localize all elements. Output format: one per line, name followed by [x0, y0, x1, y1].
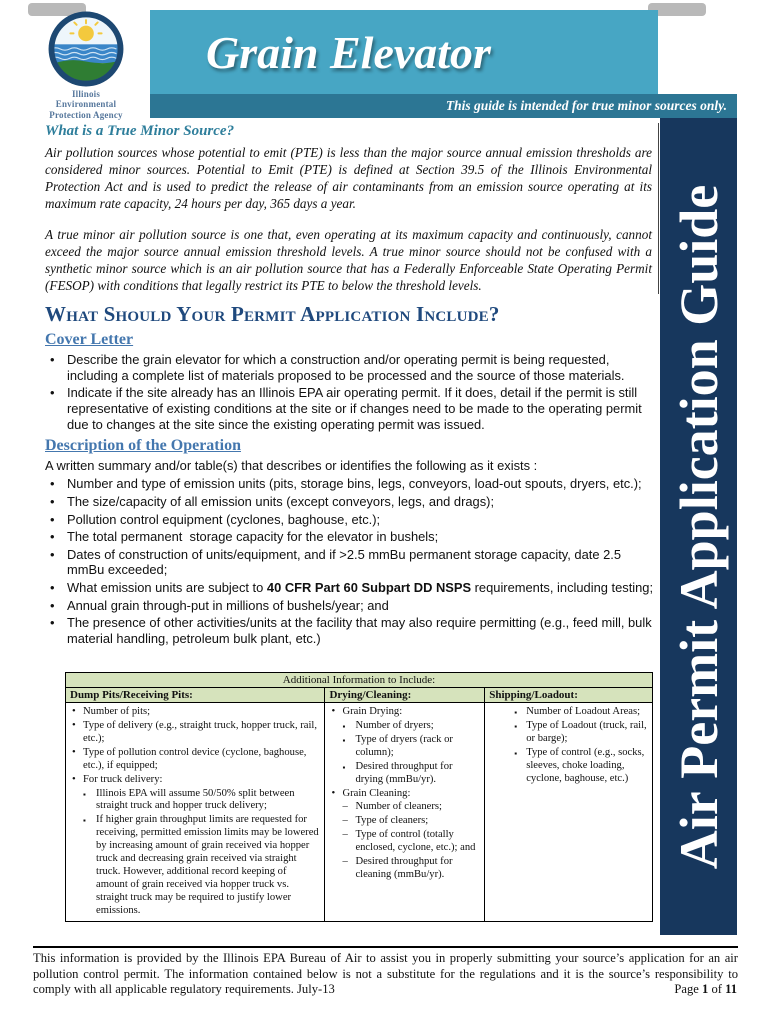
column-header-shipping-loadout: Shipping/Loadout:: [485, 688, 653, 703]
iepa-logo: [42, 10, 130, 120]
header-banner: [150, 10, 658, 94]
list-item: – Desired throughput for cleaning (mmBu/yr).: [342, 856, 480, 882]
list-item: • The presence of other activities/units at the facility that may also require permitting (e.g., feed mill, bulk material handling, petroleum bulk plant, etc.): [45, 615, 659, 646]
vertical-banner-title: Air Permit Application Guide: [668, 184, 729, 869]
list-item: • Grain Cleaning:: [329, 788, 480, 801]
list-item: – Number of cleaners;: [342, 801, 480, 814]
list-item: • Type of delivery (e.g., straight truck, hopper truck, rail, etc.);: [70, 720, 320, 746]
list-item: ▪ Number of Loadout Areas;: [513, 706, 648, 719]
page-number: 1: [702, 982, 709, 997]
iepa-seal-icon: [47, 10, 125, 88]
list-item: • The size/capacity of all emission units (except conveyors, legs, and drags);: [45, 494, 659, 510]
footer-text: This information is provided by the Illinois EPA Bureau of Air to assist you in properly submitting your source’s application for an air pollution control permit. The information contained below is not a substitute for the regulations and it is the source’s responsibility to comply with all applicable regulatory requirements. July-13: [33, 951, 738, 997]
list-item: ▪ Desired throughput for drying (mmBu/yr).: [342, 761, 480, 787]
list-item: • Type of pollution control device (cyclone, baghouse, etc.), if equipped;: [70, 747, 320, 773]
list-item: – Type of control (totally enclosed, cyclone, etc.); and: [342, 829, 480, 855]
list-item: – Type of cleaners;: [342, 815, 480, 828]
info-table: [65, 672, 653, 922]
table-caption: Additional Information to Include:: [66, 673, 653, 688]
list-item: • The total permanent storage capacity for the elevator in bushels;: [45, 529, 659, 545]
column-header-drying-cleaning: Drying/Cleaning:: [325, 688, 485, 703]
logo-caption-line2: Protection Agency: [49, 109, 123, 120]
page-footer: [33, 946, 738, 998]
list-item: • Indicate if the site already has an Illinois EPA air operating permit. If it does, detail if the permit is still representative of existing conditions at the site or if changes need to be made to the operating permit due to changes at the site since the existing operating permit was issued.: [45, 385, 659, 432]
page-label: Page: [674, 982, 702, 997]
intro-paragraph-2: A true minor air pollution source is one that, even operating at its maximum capacity and continuously, cannot exceed the major source annual emission threshold levels. A true minor source should not be confused with a synthetic minor source which is an air pollution source that has a Federally Enforceable State Operating Permit (FESOP) with conditions that legally restrict its PTE to below the threshold levels.: [45, 226, 652, 294]
vertical-banner: [660, 118, 737, 935]
logo-caption-line1: Illinois Environmental: [55, 89, 117, 110]
table-cell-drying-cleaning: [325, 703, 485, 922]
description-list: [45, 476, 659, 646]
intro-section: [45, 123, 659, 294]
nsps-reference: 40 CFR Part 60 Subpart DD NSPS: [266, 579, 472, 595]
list-item: ▪ Type of Loadout (truck, rail, or barge);: [513, 720, 648, 746]
list-item-text: requirements, including testing;: [471, 579, 654, 595]
list-item: ▪ If higher grain throughput limits are requested for receiving, permitted emission limits may be lowered by increasing amount of grain received via hopper truck and decreasing grain received via straight truck. However, additional record keeping of amount of grain received via hopper truck vs. straight truck may be required to justify lower emissions.: [83, 814, 320, 917]
main-heading: What Should Your Permit Application Include?: [45, 302, 500, 327]
intro-heading: What is a True Minor Source?: [45, 123, 235, 139]
description-lead: A written summary and/or table(s) that describes or identifies the following as it exists :: [45, 458, 538, 474]
page-indicator: [666, 982, 737, 997]
list-item: ▪ Type of dryers (rack or column);: [342, 734, 480, 760]
list-item: • Number of pits;: [70, 706, 320, 719]
page-title: Grain Elevator: [206, 26, 491, 78]
list-item: • Annual grain through-put in millions of bushels/year; and: [45, 598, 659, 614]
list-item: • Number and type of emission units (pits, storage bins, legs, conveyors, load-out spouts, dryers, etc.);: [45, 476, 659, 492]
table-cell-dump-pits: [66, 703, 325, 922]
list-item-text: What emission units are subject to: [67, 579, 267, 595]
list-item: ▪ Type of control (e.g., socks, sleeves, choke loading, cyclone, baghouse, etc.): [513, 747, 648, 786]
list-item: • Describe the grain elevator for which a construction and/or operating permit is being requested, including a complete list of materials proposed to be processed and the source of those materials.: [45, 352, 659, 383]
header-tagline-strip: [150, 94, 737, 118]
list-item: [45, 580, 659, 596]
page-label-of: of: [708, 982, 726, 997]
intro-paragraph-1: Air pollution sources whose potential to emit (PTE) is less than the major source annual emission thresholds are considered minor sources. Potential to Emit (PTE) is defined at Section 39.5 of the Illinois Environmental Protection Act and is used to predict the release of air contaminants from an emission source operating at its maximum rate capacity, 24 hours per day, 365 days a year.: [45, 145, 652, 212]
section-heading-cover-letter: Cover Letter: [45, 331, 134, 349]
page-total: 11: [725, 982, 737, 997]
list-item: • For truck delivery:: [70, 774, 320, 787]
list-item: ▪ Number of dryers;: [342, 720, 480, 733]
column-header-dump-pits: Dump Pits/Receiving Pits:: [66, 688, 325, 703]
cover-letter-list: [45, 352, 659, 432]
list-item: • Grain Drying:: [329, 706, 480, 719]
list-item: • Dates of construction of units/equipment, and if >2.5 mmBu permanent storage capacity, date 2.5 mmBu exceeded;: [45, 547, 659, 578]
list-item: • Pollution control equipment (cyclones, baghouse, etc.);: [45, 512, 659, 528]
section-heading-description: Description of the Operation: [45, 437, 241, 455]
main-content: [45, 121, 659, 651]
list-item: ▪ Illinois EPA will assume 50/50% split between straight truck and hopper truck delivery;: [83, 788, 320, 814]
tagline: This guide is intended for true minor sources only.: [445, 98, 727, 113]
table-cell-shipping-loadout: [485, 703, 653, 922]
